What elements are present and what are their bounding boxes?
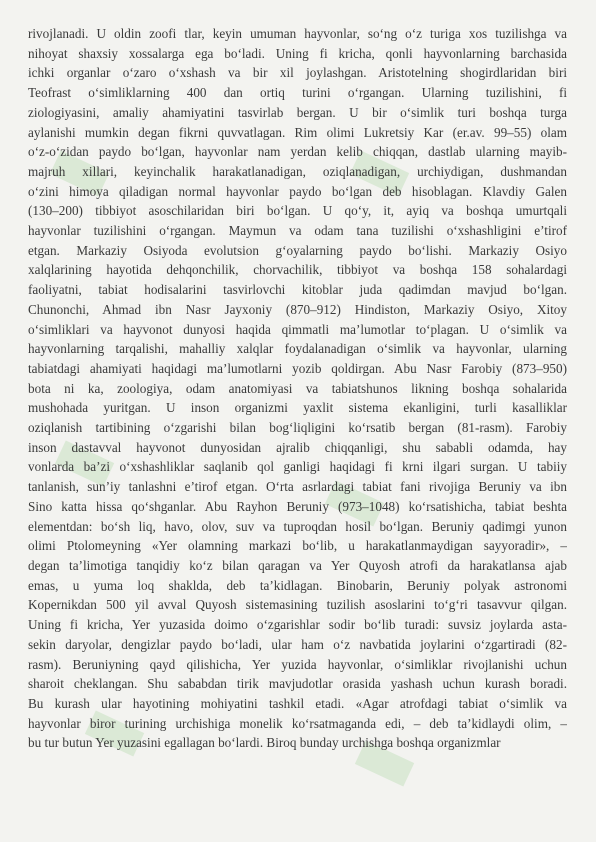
text-line: Kopernikdan 500 yil avval Quyosh sistemasining tuzilish asoslarini to‘g‘ri tasavvur qilgan.: [28, 597, 567, 613]
text-line: sekin daryolar, dengizlar paydo bo‘ladi, ular ham o‘z navbatida joylarini o‘zgartiradi (82-: [28, 636, 567, 652]
text-line: majruh xillari, keyinchalik harakatlanadigan, oziqlanadigan, urchiydigan, dushmandan: [28, 163, 567, 179]
text-line: xalqlarining hayotida dehqonchilik, chorvachilik, tibbiyot va boshqa 158 sohalardagi: [28, 262, 567, 278]
text-line: o‘zini himoya qiladigan normal hayvonlar paydo bo‘lgan deb hisoblagan. Klavdiy Galen: [28, 183, 567, 199]
watermark-shape: ▮: [328, 136, 420, 206]
text-line: hayvonlarning tarqalishi, mahalliy xalqlar foydalanadigan o‘simlik va hayvonlar, ularning: [28, 341, 567, 357]
watermark-shape: ▮: [63, 696, 155, 766]
text-line: bu tur butun Yer yuzasini egallagan bo‘lardi. Biroq bunday urchishga boshqa organizmlar: [28, 735, 501, 751]
body-text: [28, 24, 567, 753]
text-line: faoliyatni, tabiat hodisalarini tasvirlovchi kitoblar juda qadimdan mavjud bo‘lgan.: [28, 282, 567, 298]
text-line: oziqlanish tartibining o‘zgarishi bilan bog‘liqligini ko‘rsatib bergan (81-rasm). Farobiy: [28, 420, 567, 436]
text-line: o‘z-o‘zidan paydo bo‘lgan, hayvonlar nam yerdan kelib chiqqan, dastlab ularning mayib-: [28, 144, 567, 160]
text-line: ziologiyasini, amaliy ahamiyatini tasvirlab bergan. U bir o‘simlik turi boshqa turga: [28, 104, 567, 120]
text-line: Bu kurash ular hayotining mohiyatini tashkil etadi. «Agar atrofdagi tabiat o‘simlik va: [28, 695, 567, 711]
text-line: (130–200) tibbiyot asoschilaridan biri bo‘lgan. U qo‘y, it, ayiq va boshqa umurtqali: [28, 203, 567, 219]
text-line: sharoit cheklangan. Shu sababdan tirik mavjudotlar orasida yashash uchun kurash boradi.: [28, 676, 567, 692]
text-line: Chunonchi, Ahmad ibn Nasr Jayxoniy (870–912) Hindiston, Markaziy Osiyo, Xitoy: [28, 301, 567, 317]
text-line: hayvonlar tuzilishini o‘rgangan. Maymun va odam tana tuzilishi o‘xshashligini e’tirof: [28, 223, 567, 239]
text-line: rasm). Beruniyning qayd qilishicha, Yer yuzida hayvonlar, o‘simliklar rivojlanishi uchun: [28, 656, 567, 672]
text-line: Teofrast o‘simliklarning 400 dan ortiq turini o‘rgangan. Ularning tuzilishini, fi: [28, 85, 567, 101]
text-line: ichki organlar o‘zaro o‘xshash va bir xil joylashgan. Aristotelning shogirdlaridan biri: [28, 65, 567, 81]
text-line: bota ni ka, zoologiya, odam anatomiyasi va tabiatshunos likning boshqa sohalarida: [28, 380, 567, 396]
text-line: vonlarda ba’zi o‘xshashliklar saqlanib qol ganligi haqidagi fi krni ilgari surgan. U tabiiy: [28, 459, 567, 475]
text-line: etgan. Markaziy Osiyoda evolutsion g‘oyalarning paydo bo‘lishi. Markaziy Osiyo: [28, 242, 567, 258]
text-line: aylanishi mumkin degan fikrni quvvatlagan. Rim olimi Lukretsiy Kar (er.av. 99–55) olam: [28, 124, 567, 140]
text-line: tabiatdagi ahamiyati haqidagi ma’lumotlarni yozib qoldirgan. Abu Nasr Farobiy (873–950): [28, 360, 567, 376]
text-line: o‘simliklari va hayvonot dunyosi haqida qimmatli ma’lumotlar to‘plagan. U o‘simlik va: [28, 321, 567, 337]
text-line: emas, u yuma loq shaklda, deb ta’kidlagan. Binobarin, Beruniy polyak astronomi: [28, 577, 567, 593]
watermark-shape: ▮: [28, 136, 120, 206]
text-line: Uning fi kricha, Yer yuzasida doimo o‘zgarishlar sodir bo‘lib turadi: suvsiz joylarda asta-: [28, 617, 567, 633]
text-line: degan ta’limotiga tanqidiy ko‘z bilan qaragan va Yer Quyosh atrofi da harakatlansa ajab: [28, 557, 567, 573]
watermark-shape: ▮: [303, 466, 395, 536]
text-line: hayvonlar biror turining urchishiga monelik ko‘rsatmaganda edi, – deb ta’kidlaydi olim, –: [28, 715, 567, 731]
text-line: Sino katta hissa qo‘shganlar. Abu Rayhon Beruniy (973–1048) ko‘rsatishicha, tabiat beshta: [28, 498, 567, 514]
text-line: mushohada yuritgan. U inson organizmi yaxlit sistema ekanligini, turli kasalliklar: [28, 400, 567, 416]
text-line: inson dastavval hayvonot dunyosidan ajralib chiqqanligi, shu sababli odamda, hay: [28, 439, 567, 455]
text-line: nihoyat shaxsiy xossalarga ega bo‘ladi. Uning fi kricha, qonli hayvonlarning barchasida: [28, 45, 567, 61]
watermark-shape: ▮: [333, 726, 425, 796]
watermark-shape: ▮: [33, 426, 125, 496]
text-line: elementdan: bo‘sh liq, havo, olov, suv va tuproqdan hosil bo‘lgan. Beruniy qadimgi yunon: [28, 518, 567, 534]
text-line: tanlanish, sun’iy tanlashni e’tirof etgan. O‘rta asrlardagi tabiat fani rivojiga Beruniy va ibn: [28, 479, 567, 495]
text-line: rivojlanadi. U oldin zoofi tlar, keyin umuman hayvonlar, so‘ng o‘z turiga xos tuzilishga va: [28, 26, 567, 41]
text-line: olimi Ptolomeyning «Yer olamning markazi bo‘lib, u harakatlanmaydigan sayyoradir», –: [28, 538, 567, 554]
